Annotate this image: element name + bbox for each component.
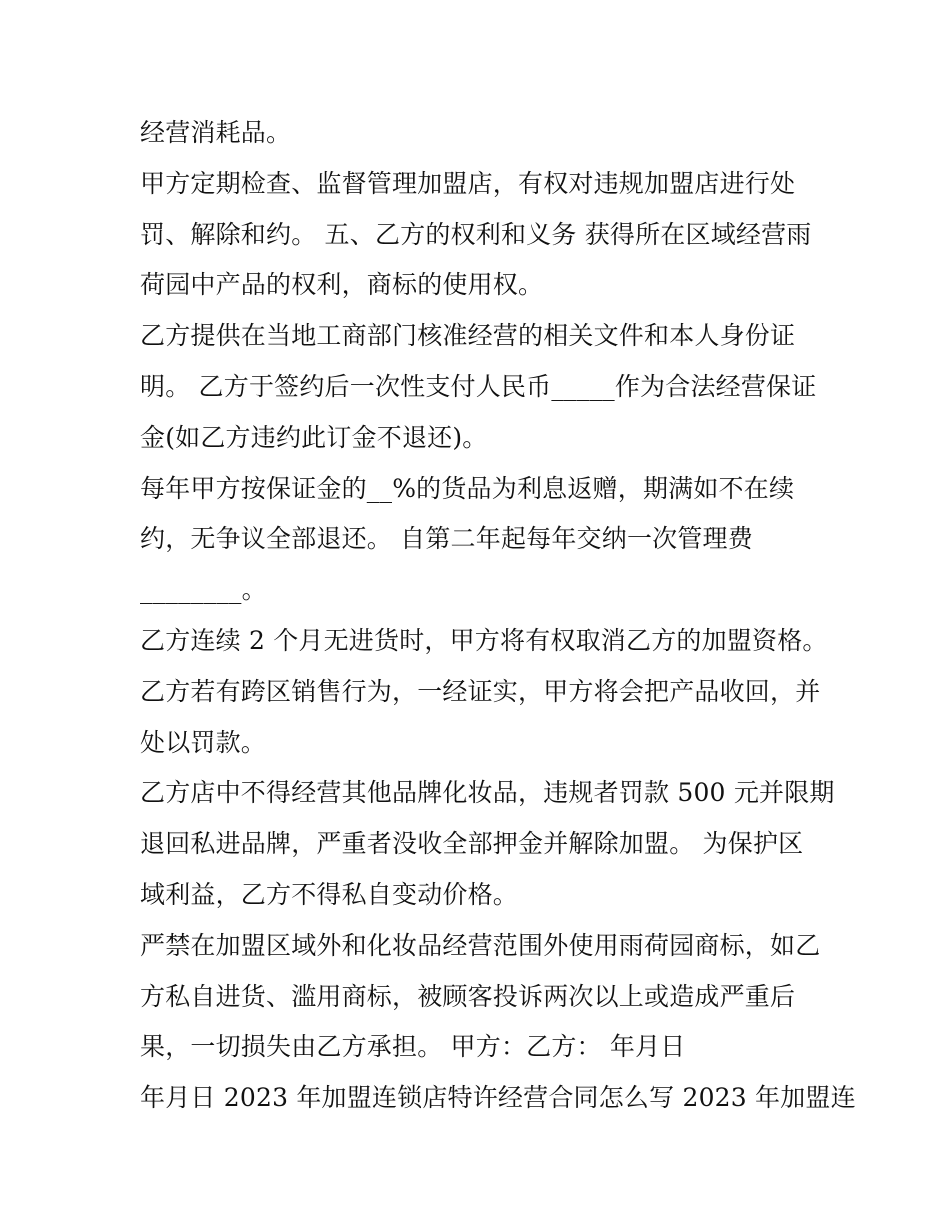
text-line: 果，一切损失由乙方承担。 甲方：乙方： 年月日	[140, 1032, 686, 1062]
text-line: 约，无争议全部退还。 自第二年起每年交纳一次管理费	[140, 524, 753, 554]
text-line: 严禁在加盟区域外和化妆品经营范围外使用雨荷园商标，如乙	[140, 930, 821, 960]
text-line: 经营消耗品。	[140, 118, 292, 147]
text-line: 明。 乙方于签约后一次性支付人民币_____作为合法经营保证	[140, 371, 817, 401]
text-line: 每年甲方按保证金的__%的货品为利息返赠，期满如不在续	[140, 473, 795, 503]
document-body	[140, 108, 856, 1124]
text-line: 域利益，乙方不得私自变动价格。	[140, 879, 519, 909]
text-line: 乙方店中不得经营其他品牌化妆品，违规者罚款 500 元并限期	[140, 778, 835, 808]
text-line: 乙方连续 2 个月无进货时，甲方将有权取消乙方的加盟资格。	[140, 625, 828, 655]
text-line: 甲方定期检查、监督管理加盟店，有权对违规加盟店进行处	[140, 168, 796, 198]
text-line: 年月日 2023 年加盟连锁店特许经营合同怎么写 2023 年加盟连	[140, 1083, 856, 1113]
text-line: 荷园中产品的权利，商标的使用权。	[140, 270, 544, 300]
text-line: 处以罚款。	[140, 727, 267, 757]
text-line: 方私自进货、滥用商标，被顾客投诉两次以上或造成严重后	[140, 981, 796, 1011]
text-line: 金(如乙方违约此订金不退还)。	[140, 422, 488, 452]
text-line: 乙方若有跨区销售行为，一经证实，甲方将会把产品收回，并	[140, 676, 821, 706]
text-line: ________。	[140, 575, 267, 605]
text-line: 乙方提供在当地工商部门核准经营的相关文件和本人身份证	[140, 321, 796, 351]
text-line: 退回私进品牌，严重者没收全部押金并解除加盟。 为保护区	[140, 829, 804, 859]
text-line: 罚、解除和约。 五、乙方的权利和义务 获得所在区域经营雨	[140, 219, 812, 249]
